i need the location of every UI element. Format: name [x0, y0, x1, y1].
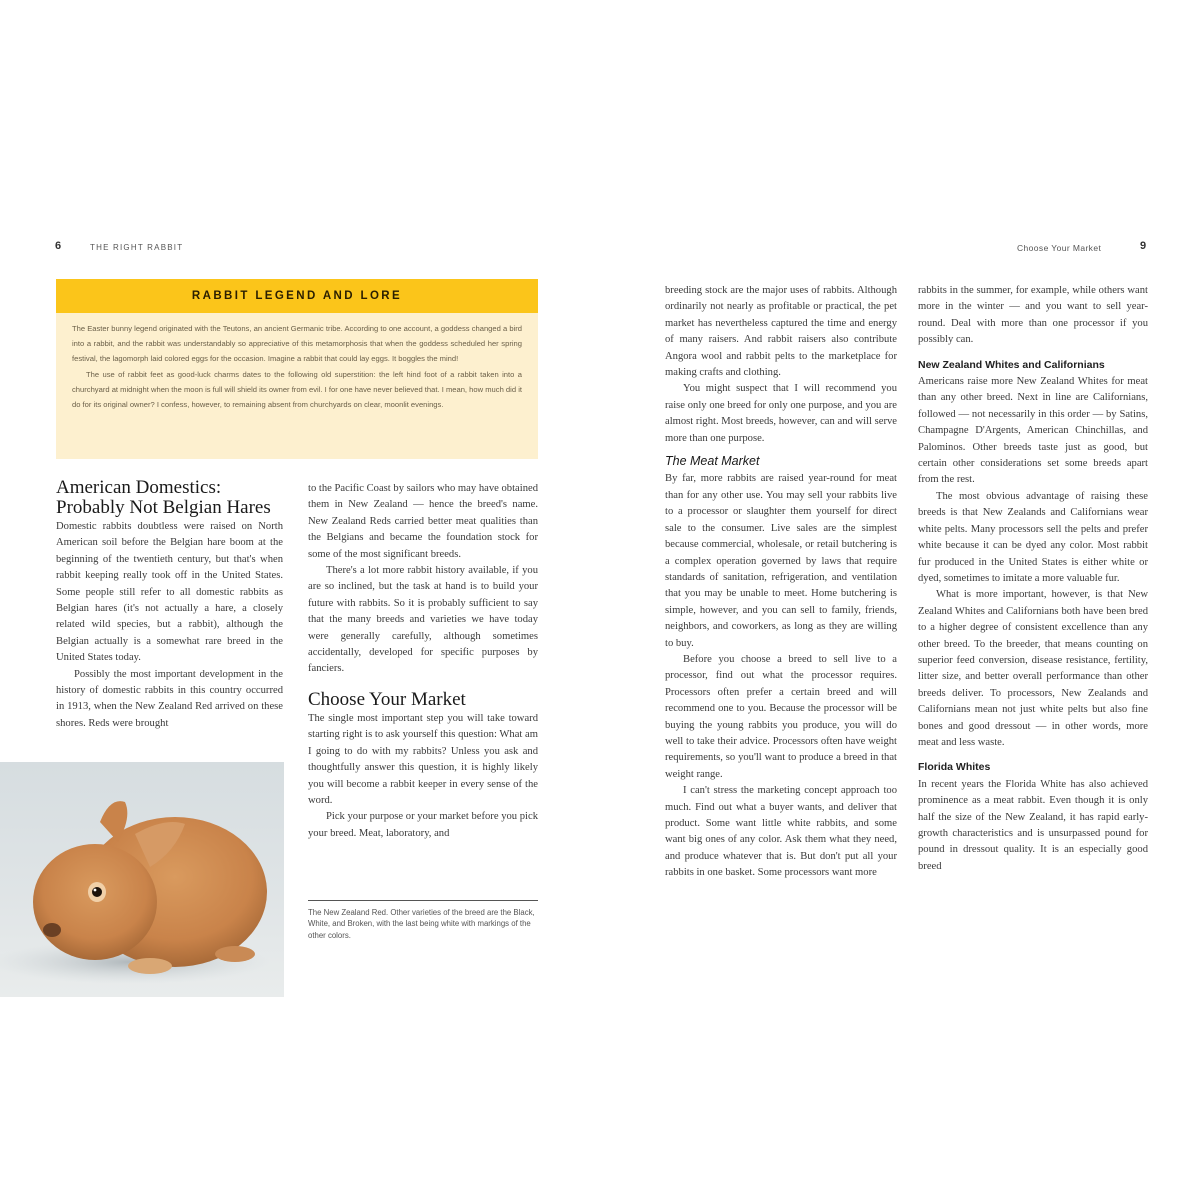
sidebar-box-title: RABBIT LEGEND AND LORE	[56, 279, 538, 313]
body-paragraph: breeding stock are the major uses of rabbits. Although ordinarily not nearly as profitable or practical, the pet market has nevertheless captured the time and energy of many raisers. And rabbit raisers also contribute Angora wool and rabbit pelts to the marketplace for making crafts and clothing.	[665, 285, 897, 379]
body-paragraph: Before you choose a breed to sell live to a processor, find out what the processor requires. Processors often prefer a certain breed and will recommend one to you. Because the processor will be buying the young rabbits you produce, you will do well to take their advice. Processors often have weight requirements, so you'll want to produce a breed in that weight range.	[665, 653, 897, 780]
section-heading-american-domestics	[56, 478, 283, 518]
body-paragraph: to the Pacific Coast by sailors who may have obtained them in New Zealand — hence the breed's name. New Zealand Reds carried better meat qualities than the Belgians and became the foundation stock for some of the most significant breeds.	[308, 483, 538, 560]
body-paragraph: In recent years the Florida White has also achieved prominence as a meat rabbit. Even though it is only half the size of the New Zealand, it has rapid early-growth characteristics and is unsurpassed pound for pound in dressout quality. It is an especially good breed	[918, 778, 1148, 872]
subheading-meat-market: The Meat Market	[665, 454, 760, 469]
right-column-2	[918, 283, 1148, 875]
body-paragraph: Possibly the most important development in the history of domestic rabbits in this country occurred in 1913, when the New Zealand Red arrived on these shores. Reds were brought	[56, 668, 283, 729]
body-paragraph: rabbits in the summer, for example, while others want more in the winter — and you want to sell year-round. Deal with more than one processor if you possibly can.	[918, 285, 1148, 346]
running-head-right: Choose Your Market	[1017, 243, 1102, 253]
rabbit-illustration-icon	[0, 762, 284, 997]
body-paragraph: The most obvious advantage of raising these breeds is that New Zealands and Californians wear white pelts. Many processors sell the pelts and prefer white because it can be dyed any color. Most rabbit fur produced in the United States is either white or dyed, sometimes to imitate a more valuable fur.	[918, 490, 1148, 584]
left-column-2	[308, 481, 538, 842]
body-paragraph: Americans raise more New Zealand Whites for meat than any other breed. Next in line are Californians, followed — not necessarily in this order — by Satins, Champagne D'Argents, American Chinchillas, and Palominos. Other breeds taste just as good, but certain other considerations set some breeds apart from the rest.	[918, 376, 1148, 486]
section-heading-choose-market: Choose Your Market	[308, 688, 466, 710]
body-paragraph: You might suspect that I will recommend you raise only one breed for only one purpose, and you are almost right. Most breeds, however, can and will serve more than one purpose.	[665, 383, 897, 444]
subheading-nz-whites-californians: New Zealand Whites and Californians	[918, 358, 1105, 371]
body-paragraph: What is more important, however, is that New Zealand Whites and Californians both have been bred to a higher degree of consistent excellence than any other breed. To the breeder, that means counting on superior feed conversion, disease resistance, fertility, litter size, and better overall performance than other breeds deliver. To processors, New Zealands and Californians mean not just white pelts but also fine bones and good dressout — in other words, more meat and less waste.	[918, 589, 1148, 748]
running-head-left: THE RIGHT RABBIT	[90, 243, 184, 252]
body-paragraph: The single most important step you will take toward starting right is to ask yourself this question: What am I going to do with my rabbits? Unless you ask and thoughtfully answer this question, it is highly likely you will become a rabbit keeper in every sense of the word.	[308, 712, 538, 806]
sidebar-paragraph: The use of rabbit feet as good-luck charms dates to the following old superstition: the left hind foot of a rabbit taken into a churchyard at midnight when the moon is full will shield its owner from evil. I for one have never believed that. I mean, how much did it do for its original owner? I confess, however, to remaining absent from churchyards on clear, moonlit evenings.	[72, 369, 522, 410]
rabbit-photo	[0, 762, 284, 997]
subheading-florida-whites: Florida Whites	[918, 761, 991, 774]
body-paragraph: Pick your purpose or your market before you pick your breed. Meat, laboratory, and	[308, 811, 538, 839]
right-column-1	[665, 283, 897, 882]
left-column-1	[56, 478, 283, 732]
body-paragraph: By far, more rabbits are raised year-round for meat than for any other use. You may sell your rabbits live to a processor or slaughter them yourself for direct sale to the consumer. Live sales are the simplest because commercial, wholesale, or retail butchering is a complex operation governed by laws that require standards of sanitation, refrigeration, and ventilation that you may be unable to meet. Home butchering is simple, however, and you can sell to family, friends, neighbors, and coworkers, as long as they are willing to buy.	[665, 473, 897, 649]
body-paragraph: I can't stress the marketing concept approach too much. Find out what a buyer wants, and deliver that product. Some want little white rabbits, and some want big ones of any color. Ask them what they need, and produce whatever that is. But don't put all your rabbits in one basket. Some processors want more	[665, 785, 897, 879]
photo-caption: The New Zealand Red. Other varieties of the breed are the Black, White, and Broken, with the last being white with markings of the other colors.	[308, 908, 535, 940]
sidebar-paragraph: The Easter bunny legend originated with the Teutons, an ancient Germanic tribe. According to one account, a goddess changed a bird into a rabbit, and the rabbit was understandably so appreciative of this metamorphosis that when the goddess scheduled her spring festival, the lagomorph laid colored eggs for the occasion. Imagine a rabbit that could lay eggs. It boggles the mind!	[72, 324, 522, 364]
heading-line-1: American Domestics:	[56, 477, 222, 498]
sidebar-box-body	[56, 313, 538, 412]
page-number-right: 9	[1140, 240, 1147, 252]
body-paragraph: Domestic rabbits doubtless were raised on North American soil before the Belgian hare boom at the beginning of the twentieth century, but that's when rabbit keeping really took off in the United States. Some people still refer to all domestic rabbits as Belgian hares (it's not actually a hare, a closely related wild species, but a rabbit), although the Belgian actually is a somewhat rare breed in the United States today.	[56, 521, 283, 664]
caption-divider	[308, 900, 538, 901]
body-paragraph: There's a lot more rabbit history available, if you are so inclined, but the task at hand is to build your future with rabbits. So it is probably sufficient to say that the many breeds and varieties we have today were generally carefully, although sometimes accidentally, developed for specific purposes by fanciers.	[308, 565, 538, 675]
page-number-left: 6	[55, 240, 62, 252]
sidebar-box-legend-lore	[56, 279, 538, 459]
heading-line-2: Probably Not Belgian Hares	[56, 497, 271, 518]
